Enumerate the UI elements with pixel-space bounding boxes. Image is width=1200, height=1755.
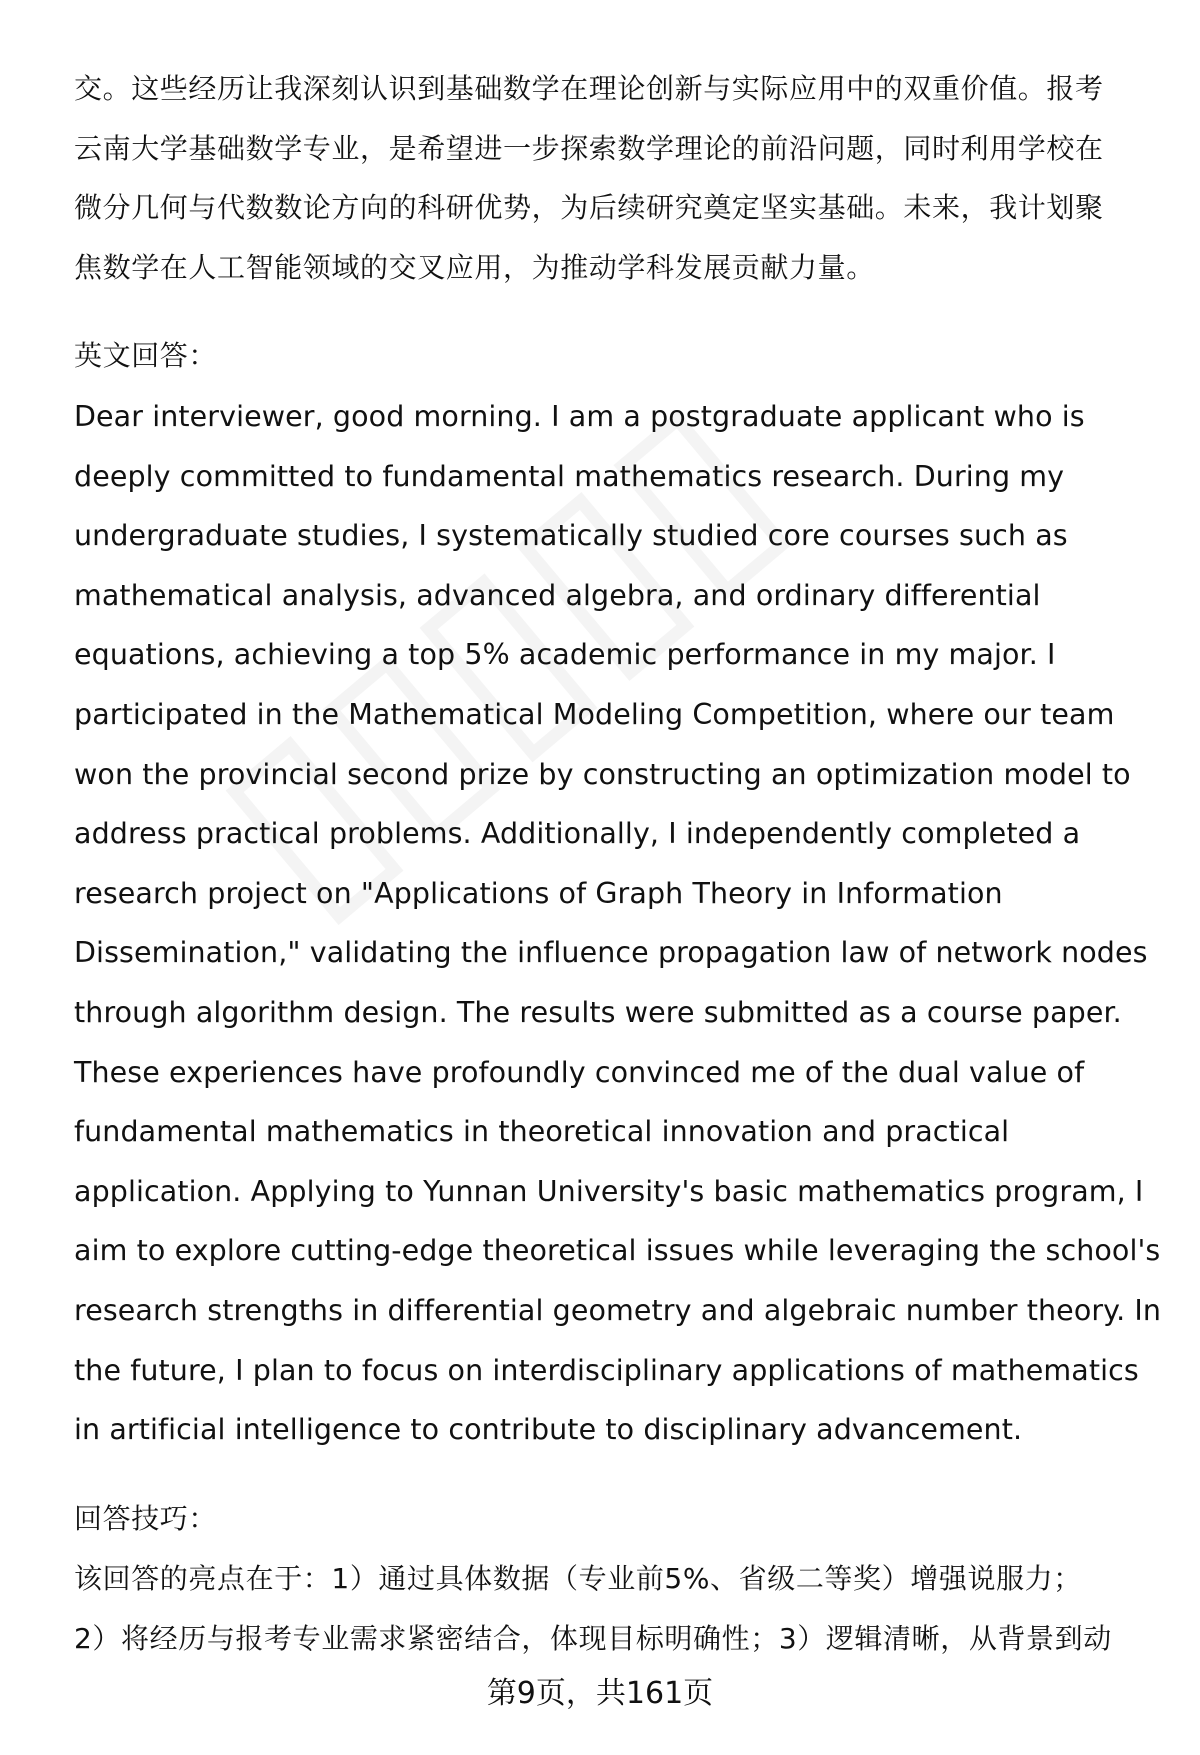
text-line: 云南大学基础数学专业，是希望进一步探索数学理论的前沿问题，同时利用学校在 (74, 131, 1104, 165)
text-line: deeply committed to fundamental mathematics research. During my (74, 459, 1065, 493)
text-line: 交。这些经历让我深刻认识到基础数学在理论创新与实际应用中的双重价值。报考 (74, 72, 1104, 105)
text-line: 微分几何与代数数论方向的科研优势，为后续研究奠定坚实基础。未来，我计划聚 (74, 191, 1104, 225)
text-line: fundamental mathematics in theoretical innovation and practical (74, 1115, 1010, 1149)
text-line: mathematical analysis, advanced algebra, and ordinary differential (74, 578, 1041, 612)
text-line: in artificial intelligence to contribute to disciplinary advancement. (74, 1413, 1023, 1447)
text-line: through algorithm design. The results were submitted as a course paper. (74, 995, 1122, 1029)
text-line: equations, achieving a top 5% academic performance in my major. I (74, 638, 1056, 672)
text-line: application. Applying to Yunnan University's basic mathematics program, I (74, 1174, 1144, 1208)
text-line: the future, I plan to focus on interdisciplinary applications of mathematics (74, 1353, 1139, 1387)
text-line: undergraduate studies, I systematically studied core courses such as (74, 519, 1068, 553)
text-line: Dear interviewer, good morning. I am a postgraduate applicant who is (74, 400, 1085, 433)
text-line: 2）将经历与报考专业需求紧密结合，体现目标明确性；3）逻辑清晰，从背景到动 (74, 1621, 1112, 1655)
tips-heading: 回答技巧： (74, 1502, 218, 1535)
text-line: participated in the Mathematical Modeling Competition, where our team (74, 697, 1115, 731)
text-line: 该回答的亮点在于：1）通过具体数据（专业前5%、省级二等奖）增强说服力； (74, 1562, 1082, 1595)
tips-body (74, 1549, 1154, 1668)
text-line: address practical problems. Additionally, I independently completed a (74, 817, 1081, 851)
text-line: Dissemination," validating the influence propagation law of network nodes (74, 936, 1148, 970)
english-answer (74, 387, 1162, 1460)
english-answer-heading: 英文回答： (74, 339, 218, 372)
text-line: aim to explore cutting-edge theoretical issues while leveraging the school's (74, 1234, 1161, 1268)
text-line: 焦数学在人工智能领域的交叉应用，为推动学科发展贡献力量。 (74, 250, 875, 284)
text-line: research strengths in differential geometry and algebraic number theory. In (74, 1293, 1162, 1327)
text-line: won the provincial second prize by constructing an optimization model to (74, 757, 1131, 791)
page-number: 第9页，共161页 (486, 1676, 714, 1711)
text-line: These experiences have profoundly convinced me of the dual value of (74, 1055, 1085, 1089)
text-line: research project on "Applications of Graph Theory in Information (74, 876, 1003, 910)
chinese-answer-tail (74, 59, 1154, 297)
